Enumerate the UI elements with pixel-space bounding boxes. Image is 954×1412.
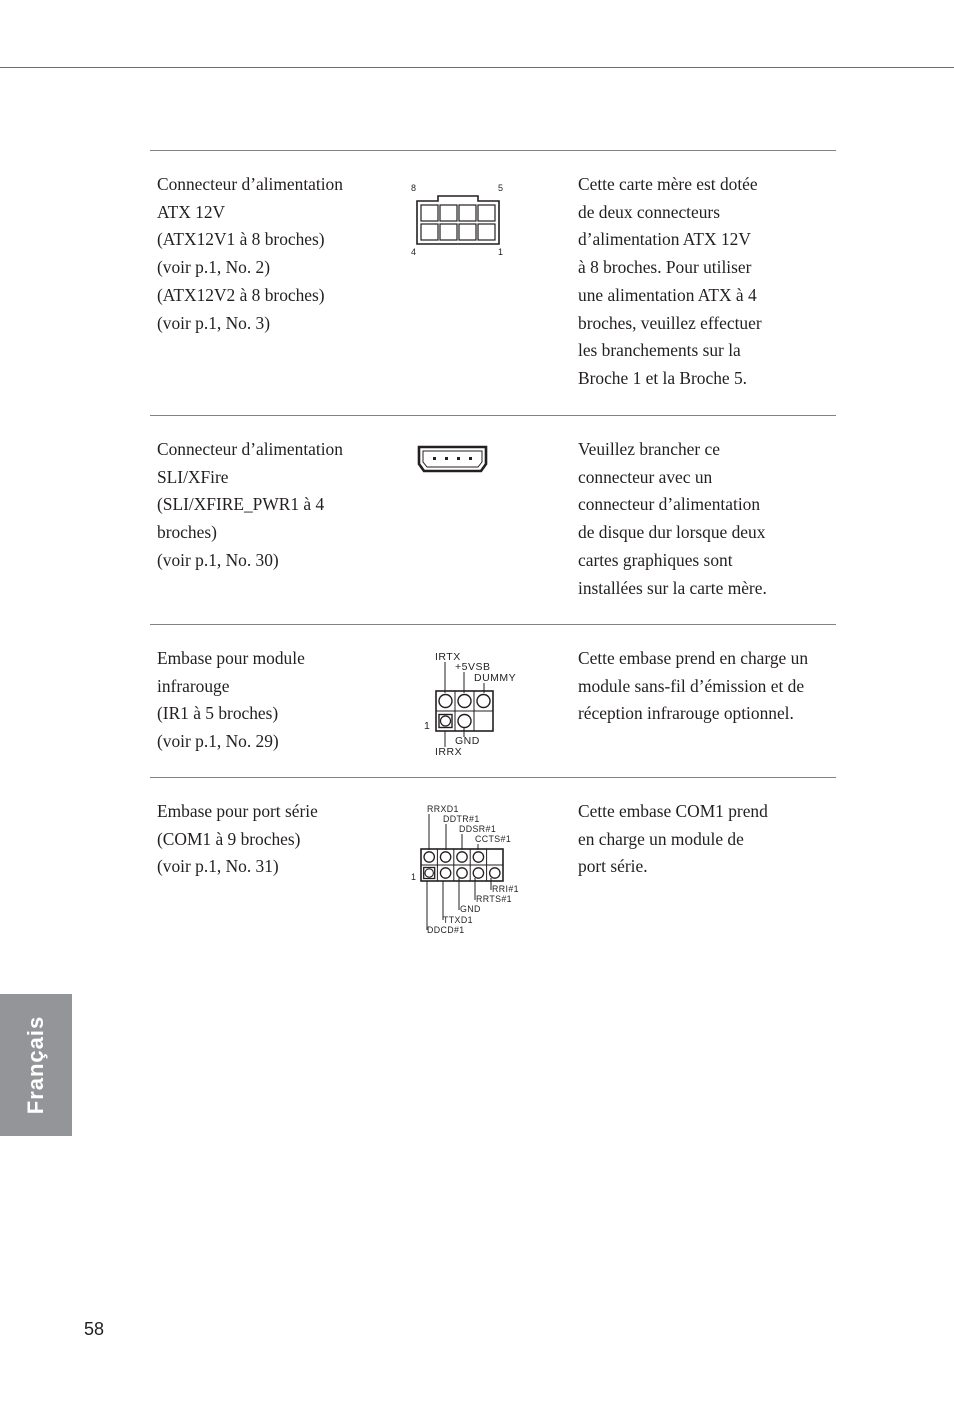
- text-line: Cette carte mère est dotée: [578, 174, 758, 194]
- pin-label: DDSR#1: [459, 824, 497, 834]
- text-line: (ATX12V2 à 8 broches): [157, 284, 325, 305]
- ir-header-description: [578, 645, 808, 728]
- text-line: Broche 1 et la Broche 5.: [578, 367, 748, 388]
- pin-label: IRRX: [435, 746, 463, 758]
- text-line: broches): [157, 522, 217, 543]
- pin-label: 1: [424, 720, 430, 732]
- header-rule: [0, 67, 954, 68]
- pin-label: GND: [460, 904, 481, 914]
- pin-label: +5VSB: [455, 661, 491, 673]
- text-line: à 8 broches. Pour utiliser: [578, 257, 752, 278]
- com-header-description: [578, 798, 768, 881]
- text-line: en charge un module de: [578, 828, 744, 849]
- text-line: les branchements sur la: [578, 340, 741, 361]
- text-line: (COM1 à 9 broches): [157, 828, 301, 849]
- text-line: de disque dur lorsque deux: [578, 522, 766, 543]
- text-line: (voir p.1, No. 30): [157, 549, 279, 570]
- text-line: (voir p.1, No. 3): [157, 312, 271, 333]
- pin-label: TTXD1: [443, 915, 473, 925]
- language-side-tab: [0, 994, 72, 1136]
- slixfire-connector-description: [578, 436, 767, 602]
- pin-label: DDTR#1: [443, 814, 480, 824]
- ir-header-name: [157, 645, 305, 756]
- text-line: port série.: [578, 856, 648, 877]
- pin-label: 1: [498, 247, 504, 257]
- text-line: SLI/XFire: [157, 466, 229, 487]
- text-line: cartes graphiques sont: [578, 549, 733, 570]
- text-line: d’alimentation ATX 12V: [578, 229, 751, 250]
- language-label: Français: [23, 1015, 48, 1115]
- pin-label: CCTS#1: [475, 834, 512, 844]
- atx12v-connector-name: [157, 171, 343, 337]
- text-line: de deux connecteurs: [578, 201, 720, 222]
- row-divider: [150, 415, 836, 416]
- text-line: Embase pour port série: [157, 801, 318, 821]
- text-line: connecteur d’alimentation: [578, 494, 761, 515]
- text-line: réception infrarouge optionnel.: [578, 703, 794, 724]
- com-header-name: [157, 798, 318, 881]
- text-line: (voir p.1, No. 2): [157, 257, 271, 278]
- row-divider: [150, 624, 836, 625]
- pin-label: RRTS#1: [476, 894, 512, 904]
- pin-label: GND: [455, 735, 480, 747]
- pin-label: RRXD1: [427, 804, 459, 814]
- pin-label: DUMMY: [474, 672, 517, 684]
- text-line: module sans-fil d’émission et de: [578, 675, 805, 696]
- text-line: (IR1 à 5 broches): [157, 703, 279, 724]
- atx12v-connector-diagram: [405, 180, 515, 260]
- text-line: Veuillez brancher ce: [578, 439, 720, 459]
- text-line: une alimentation ATX à 4: [578, 284, 757, 305]
- pin-label: DDCD#1: [427, 925, 465, 935]
- pin-label: 8: [411, 183, 417, 193]
- text-line: Cette embase prend en charge un: [578, 648, 809, 668]
- text-line: connecteur avec un: [578, 466, 713, 487]
- slixfire-connector-name: [157, 436, 343, 575]
- slixfire-connector-diagram: [412, 440, 492, 480]
- ir-header-diagram: [418, 645, 528, 760]
- text-line: ATX 12V: [157, 201, 226, 222]
- pin-label: 4: [411, 247, 417, 257]
- text-line: Connecteur d’alimentation: [157, 174, 343, 194]
- atx12v-connector-description: [578, 171, 762, 393]
- text-line: (SLI/XFIRE_PWR1 à 4: [157, 494, 325, 515]
- page-number: 58: [84, 1319, 105, 1339]
- text-line: Embase pour module: [157, 648, 305, 668]
- pin-label: RRI#1: [492, 884, 519, 894]
- text-line: broches, veuillez effectuer: [578, 312, 762, 333]
- row-divider: [150, 777, 836, 778]
- pin-label: IRTX: [435, 651, 461, 663]
- pin-label: 5: [498, 183, 504, 193]
- text-line: Cette embase COM1 prend: [578, 801, 768, 821]
- text-line: installées sur la carte mère.: [578, 577, 767, 598]
- text-line: (voir p.1, No. 31): [157, 856, 279, 877]
- text-line: (ATX12V1 à 8 broches): [157, 229, 325, 250]
- text-line: (voir p.1, No. 29): [157, 731, 279, 752]
- text-line: infrarouge: [157, 675, 230, 696]
- pin-label: 1: [411, 872, 417, 882]
- row-divider: [150, 150, 836, 151]
- com-header-diagram: [405, 800, 530, 940]
- text-line: Connecteur d’alimentation: [157, 439, 343, 459]
